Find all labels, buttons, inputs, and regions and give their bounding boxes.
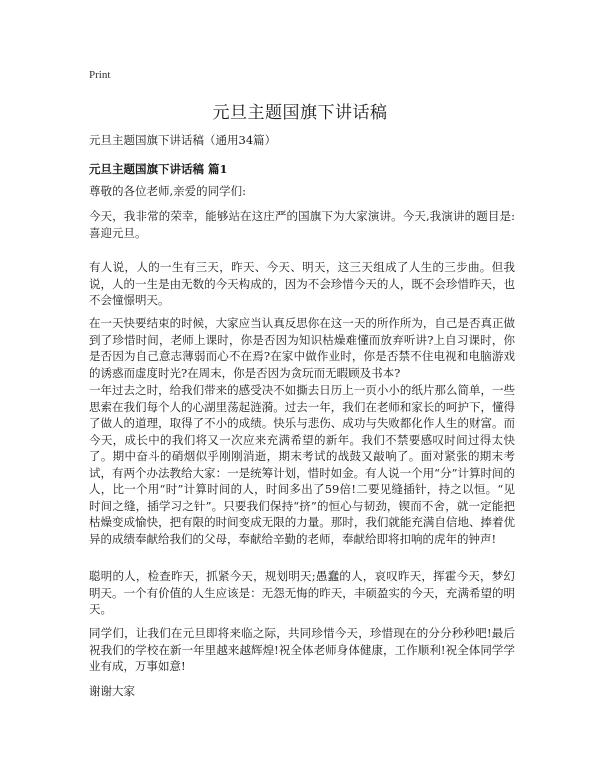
section-heading: 元旦主题国旗下讲话稿 篇1 [89,162,228,176]
document-title: 元旦主题国旗下讲话稿 [212,103,388,123]
paragraph-1: 今天，我非常的荣幸，能够站在这庄严的国旗下为大家演讲。今天,我演讲的题目是:喜迎元旦。 [89,209,515,240]
paragraph-2: 有人说，人的一生有三天，昨天、今天、明天，这三天组成了人生的三步曲。但我说，人的一生是由无数的今天构成的，因为不会珍惜今天的人，既不会珍惜昨天，也不会憧憬明天。 [89,260,515,307]
paragraph-3: 在一天快要结束的时候，大家应当认真反思你在这一天的所作所为，自己是否真正做到了珍惜时间，老师上课时，你是否因为知识枯燥难懂而放弃听讲?上自习课时，你是否因为自己意志薄弱而心不在焉?在家中做作业时，你是否禁不住电视和电脑游戏的诱惑而虚度时光?在周末，你是否因为贪玩而无暇顾及书本? [89,316,515,380]
paragraph-greeting: 尊敬的各位老师,亲爱的同学们: [89,184,247,198]
document-subtitle: 元旦主题国旗下讲话稿（通用34篇） [89,133,277,147]
paragraph-5: 聪明的人，检查昨天，抓紧今天，规划明天;愚蠢的人，哀叹昨天，挥霍今天，梦幻明天。一个有价值的人生应该是：无怨无悔的昨天，丰硕盈实的今天，充满希望的明天。 [89,569,515,616]
paragraph-6: 同学们，让我们在元旦即将来临之际，共同珍惜今天，珍惜现在的分分秒秒吧!最后祝我们的学校在新一年里越来越辉煌!祝全体老师身体健康，工作顺利!祝全体同学学业有成，万事如意! [89,626,515,673]
print-label[interactable]: Print [89,69,111,81]
paragraph-4: 一年过去之时，给我们带来的感受决不如撕去日历上一页小小的纸片那么简单，一些思索在我们每个人的心湖里荡起涟漪。过去一年，我们在老师和家长的呵护下，懂得了做人的道理，取得了不小的成绩。快乐与悲伤、成功与失败都化作人生的财富。而今天，成长中的我们将又一次应来充满希望的新年。我们不禁要感叹时间过得太快了。期中奋斗的硝烟似乎刚刚消逝，期末考试的战鼓又敲响了。面对紧张的期末考试，有两个办法教给大家：一是统筹计划，惜时如金。有人说一个用“分”计算时间的人，比一个用“时”计算时间的人，时间多出了59倍!二要见缝插针，持之以恒。“见时间之缝，插学习之针”。只要我们保持“挤”的恒心与韧劲，锲而不舍，就一定能把枯燥变成愉快，把有限的时间变成无限的力量。那时，我们就能充满自信地、捧着优异的成绩奉献给我们的父母，奉献给辛勤的老师，奉献给即将扣响的虎年的钟声! [89,383,515,546]
paragraph-closing: 谢谢大家 [89,684,135,698]
